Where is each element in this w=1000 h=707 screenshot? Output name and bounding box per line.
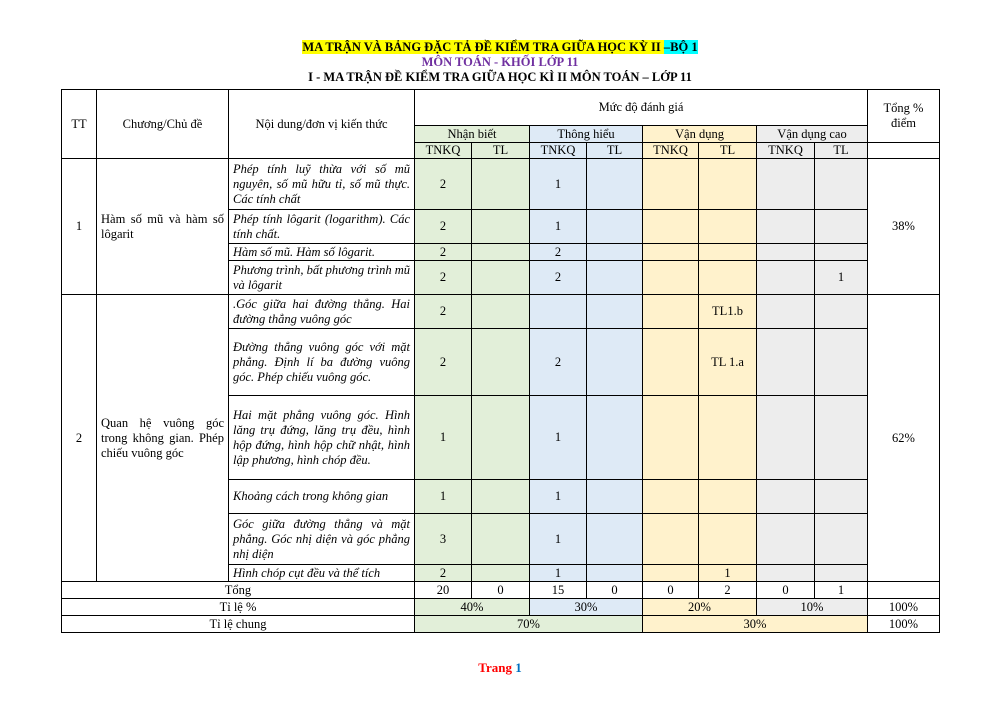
question-count-cell: 2 [415,329,472,396]
header-chapter: Chương/Chủ đề [97,90,229,159]
header-assessment-level: Mức độ đánh giá [415,90,868,126]
header-tt: TT [62,90,97,159]
question-count-cell [643,396,699,480]
header-level-understand: Thông hiểu [530,126,643,143]
question-count-cell: 1 [530,159,587,210]
question-count-cell: TL1.b [699,295,757,329]
ratio-total: 100% [868,599,940,616]
question-count-cell: 2 [415,210,472,244]
question-count-cell: 3 [415,514,472,565]
question-count-cell [472,565,530,582]
header-level-apply: Vận dụng [643,126,757,143]
question-count-cell [815,329,868,396]
question-count-cell [472,295,530,329]
header-total-percent: Tổng % điểm [868,90,940,143]
question-count-cell [699,210,757,244]
total-cell: 1 [815,582,868,599]
matrix-row [62,159,940,210]
question-count-cell [587,396,643,480]
total-cell: 0 [472,582,530,599]
page-number: 1 [515,660,522,675]
question-count-cell [643,329,699,396]
question-count-cell [757,261,815,295]
ratio-label: Tỉ lệ % [62,599,415,616]
total-cell: 15 [530,582,587,599]
total-cell: 0 [643,582,699,599]
question-count-cell [815,565,868,582]
totals-label: Tổng [62,582,415,599]
section-title: I - MA TRẬN ĐỀ KIỂM TRA GIỮA HỌC KÌ II MÔN TOÁN – LỚP 11 [308,70,692,84]
question-count-cell [472,210,530,244]
question-count-cell [643,565,699,582]
question-count-cell [757,396,815,480]
question-count-cell [699,159,757,210]
ratio-recognize: 40% [415,599,530,616]
ratio-understand: 30% [530,599,643,616]
question-count-cell: 2 [415,244,472,261]
content-unit: Khoảng cách trong không gian [229,480,415,514]
question-count-cell: 1 [699,565,757,582]
matrix-row [62,295,940,329]
header-level-apply-high: Vận dụng cao [757,126,868,143]
question-count-cell [587,514,643,565]
question-count-cell [643,244,699,261]
ratio-apply-high: 10% [757,599,868,616]
content-unit: Hàm số mũ. Hàm số lôgarit. [229,244,415,261]
ratio-apply: 20% [643,599,757,616]
question-count-cell [699,261,757,295]
header-sub-tnkq: TNKQ [757,143,815,159]
ratio-common-label: Tỉ lệ chung [62,616,415,633]
total-cell: 0 [757,582,815,599]
content-unit: Hai mặt phẳng vuông góc. Hình lăng trụ đứng, lăng trụ đều, hình hộp đứng, hình hộp chữ nhật, hình lập phương, hình chóp đều. [229,396,415,480]
question-count-cell [472,261,530,295]
assessment-matrix-table [61,89,940,633]
question-count-cell [530,295,587,329]
chapter-name: Hàm số mũ và hàm số lôgarit [97,159,229,295]
ratio-common-apply: 30% [643,616,868,633]
header-sub-tnkq: TNKQ [530,143,587,159]
header-sub-tl: TL [815,143,868,159]
question-count-cell [815,480,868,514]
question-count-cell [757,480,815,514]
question-count-cell [757,210,815,244]
question-count-cell: 1 [530,480,587,514]
question-count-cell [472,159,530,210]
question-count-cell [699,396,757,480]
content-unit: Hình chóp cụt đều và thể tích [229,565,415,582]
header-sub-tnkq: TNKQ [415,143,472,159]
question-count-cell: TL 1.a [699,329,757,396]
totals-row [62,582,940,599]
page-footer [0,660,1000,676]
question-count-cell: 2 [415,261,472,295]
question-count-cell [815,295,868,329]
question-count-cell [587,261,643,295]
question-count-cell: 1 [815,261,868,295]
question-count-cell [587,295,643,329]
question-count-cell: 2 [530,261,587,295]
question-count-cell [699,480,757,514]
question-count-cell [815,244,868,261]
question-count-cell: 1 [415,396,472,480]
question-count-cell [757,159,815,210]
content-unit: Đường thẳng vuông góc với mặt phẳng. Định lí ba đường vuông góc. Phép chiếu vuông góc. [229,329,415,396]
question-count-cell: 2 [415,159,472,210]
question-count-cell: 1 [415,480,472,514]
header-sub-tl: TL [472,143,530,159]
title-main: MA TRẬN VÀ BẢNG ĐẶC TẢ ĐỀ KIỂM TRA GIỮA HỌC KỲ II [302,40,664,54]
question-count-cell [699,514,757,565]
question-count-cell: 2 [530,244,587,261]
question-count-cell: 2 [415,565,472,582]
total-cell: 0 [587,582,643,599]
question-count-cell [472,244,530,261]
question-count-cell: 2 [415,295,472,329]
question-count-cell [815,210,868,244]
question-count-cell [643,514,699,565]
question-count-cell [757,565,815,582]
title-suffix: –BỘ 1 [663,40,698,54]
question-count-cell [815,159,868,210]
content-unit: Phép tính lôgarit (logarithm). Các tính chất. [229,210,415,244]
question-count-cell [643,210,699,244]
question-count-cell [587,159,643,210]
document-subtitle: MÔN TOÁN - KHỐI LỚP 11 [421,55,579,69]
header-content: Nội dung/đơn vị kiến thức [229,90,415,159]
question-count-cell [587,244,643,261]
header-sub-tl: TL [699,143,757,159]
content-unit: .Góc giữa hai đường thẳng. Hai đường thẳng vuông góc [229,295,415,329]
chapter-number: 2 [62,295,97,582]
question-count-cell [757,514,815,565]
question-count-cell [815,396,868,480]
content-unit: Góc giữa đường thẳng và mặt phẳng. Góc nhị diện và góc phẳng nhị diện [229,514,415,565]
question-count-cell [643,261,699,295]
question-count-cell [472,396,530,480]
header-level-recognize: Nhận biết [415,126,530,143]
question-count-cell [587,329,643,396]
matrix-body [62,159,940,582]
ratio-common-row [62,616,940,633]
header-sub-tnkq: TNKQ [643,143,699,159]
chapter-name: Quan hệ vuông góc trong không gian. Phép chiếu vuông góc [97,295,229,582]
content-unit: Phương trình, bất phương trình mũ và lôgarit [229,261,415,295]
question-count-cell [757,244,815,261]
question-count-cell: 1 [530,396,587,480]
totals-blank [868,582,940,599]
header-total-blank [868,143,940,159]
document-title [60,40,940,55]
question-count-cell [472,329,530,396]
chapter-number: 1 [62,159,97,295]
question-count-cell [587,480,643,514]
question-count-cell [643,480,699,514]
chapter-percent: 62% [868,295,940,582]
total-cell: 20 [415,582,472,599]
question-count-cell [757,295,815,329]
question-count-cell [472,480,530,514]
question-count-cell: 1 [530,514,587,565]
content-unit: Phép tính luỹ thừa với số mũ nguyên, số mũ hữu tỉ, số mũ thực. Các tính chất [229,159,415,210]
question-count-cell [757,329,815,396]
document-header [60,40,940,85]
header-sub-tl: TL [587,143,643,159]
question-count-cell [587,565,643,582]
ratio-common-basic: 70% [415,616,643,633]
question-count-cell [643,159,699,210]
question-count-cell [643,295,699,329]
question-count-cell [815,514,868,565]
question-count-cell [587,210,643,244]
ratio-common-total: 100% [868,616,940,633]
question-count-cell [699,244,757,261]
question-count-cell: 1 [530,565,587,582]
question-count-cell [472,514,530,565]
question-count-cell: 1 [530,210,587,244]
page-label: Trang [478,660,516,675]
question-count-cell: 2 [530,329,587,396]
total-cell: 2 [699,582,757,599]
ratio-row [62,599,940,616]
chapter-percent: 38% [868,159,940,295]
